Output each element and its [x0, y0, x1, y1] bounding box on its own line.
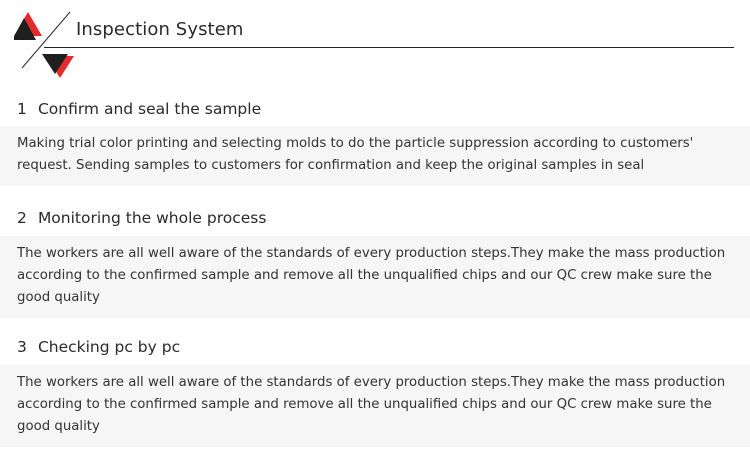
section-number: 3	[17, 338, 27, 356]
section-title-confirm-seal	[17, 100, 261, 118]
section-body-checking: The workers are all well aware of the standards of every production steps.They make the mass production according to the confirmed sample and remove all the unqualified chips and our QC crew make sure the good quality	[0, 365, 750, 447]
red-black-triangles-logo-icon	[14, 10, 78, 78]
header-divider	[44, 47, 734, 48]
page-title: Inspection System	[76, 19, 244, 40]
section-heading: Monitoring the whole process	[37, 209, 267, 227]
section-title-monitoring	[17, 209, 266, 227]
section-title-checking	[17, 338, 180, 356]
section-body-confirm-seal: Making trial color printing and selecting molds to do the particle suppression according to customers' request. Sending samples to customers for confirmation and keep the original samples in seal	[0, 126, 750, 186]
section-body-monitoring: The workers are all well aware of the standards of every production steps.They make the mass production according to the confirmed sample and remove all the unqualified chips and our QC crew make sure the good quality	[0, 236, 750, 318]
section-number: 1	[17, 100, 27, 118]
page-header	[0, 0, 750, 80]
section-heading: Confirm and seal the sample	[37, 100, 262, 118]
section-heading: Checking pc by pc	[37, 338, 181, 356]
section-number: 2	[17, 209, 27, 227]
